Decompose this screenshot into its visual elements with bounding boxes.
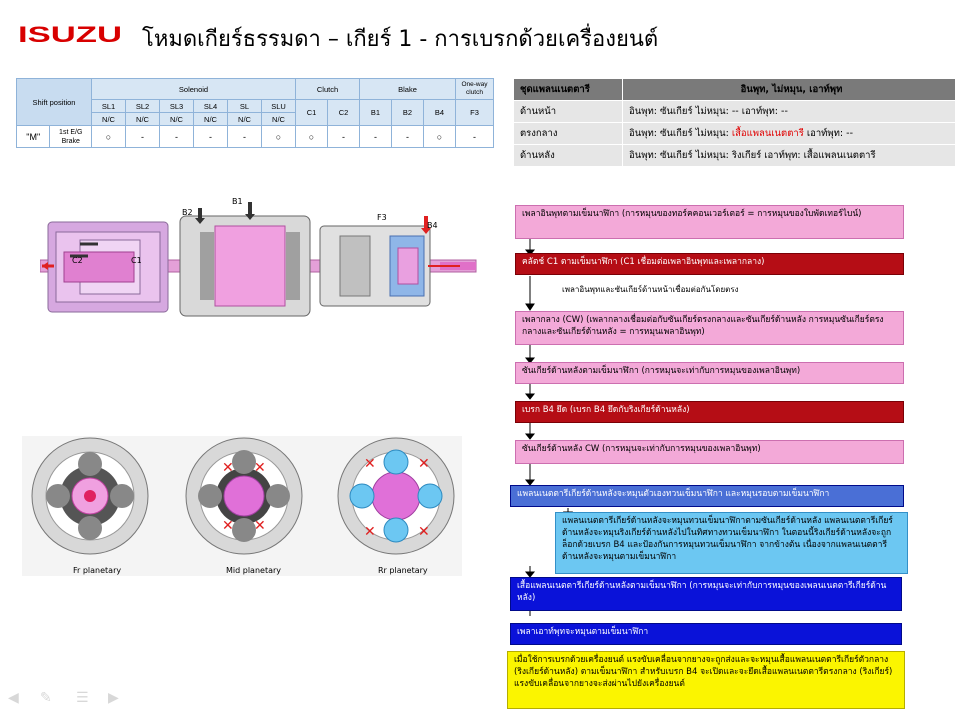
row-value-front: อินพุท: ซันเกียร์ ไม่หมุน: -- เอาท์พุท: -- [623, 101, 955, 123]
flow-step-5: เบรก B4 ยึด (เบรก B4 ยึดกับริงเกียร์ด้านหลัง) [515, 401, 904, 423]
flow-step-10: เพลาเอาท์พุทจะหมุนตามเข็มนาฬิกา [510, 623, 902, 645]
flow-step-1: เพลาอินพุทตามเข็มนาฬิกา (การหมุนของทอร์คคอนเวอร์เตอร์ = การหมุนของใบพัดเทอร์ไบน์) [515, 205, 904, 239]
svg-text:✕: ✕ [418, 524, 430, 540]
svg-text:✕: ✕ [364, 456, 376, 472]
flow-step-7: แพลนเนตตารีเกียร์ด้านหลังจะหมุนตัวเองทวนเข็มนาฬิกา และหมุนรอบตามเข็มนาฬิกา [510, 485, 904, 507]
cell-value: - [328, 126, 360, 148]
col-b1: B1 [360, 100, 392, 126]
sub-nc: N/C [262, 113, 296, 126]
row-label-rear: ด้านหลัง [514, 145, 623, 167]
flow-step-4: ซันเกียร์ด้านหลังตามเข็มนาฬิกา (การหมุนจะเท่ากับการหมุนของเพลาอินพุท) [515, 362, 904, 384]
flow-step-2: คลัตช์ C1 ตามเข็มนาฬิกา (C1 เชื่อมต่อเพลาอินพุทและเพลากลาง) [515, 253, 904, 275]
col-b4: B4 [424, 100, 456, 126]
flow-step-3: เพลากลาง (CW) (เพลากลางเชื่อมต่อกับซันเกียร์ตรงกลางและซันเกียร์ด้านหลัง การหมุนซันเกียร์ตรงกลางและซันเกียร์ด้านหลัง = การหมุนเพลาอินพุท) [515, 311, 904, 345]
label-b1: B1 [232, 197, 243, 206]
svg-text:✕: ✕ [254, 460, 266, 476]
col-slu: SLU [262, 100, 296, 113]
planetary-table-header-io: อินพุท, ไม่หมุน, เอาท์พุท [623, 79, 955, 101]
col-sl3: SL3 [160, 100, 194, 113]
label-mid-planetary: Mid planetary [226, 566, 282, 575]
sub-nc: N/C [194, 113, 228, 126]
cell-value: - [228, 126, 262, 148]
menu-icon[interactable]: ☰ [76, 690, 89, 706]
brake-group-header: Blake [360, 79, 456, 100]
svg-text:✕: ✕ [222, 460, 234, 476]
row-label-middle: ตรงกลาง [514, 123, 623, 145]
page-title: โหมดเกียร์ธรรมดา – เกียร์ 1 - การเบรกด้วยเครื่องยนต์ [142, 27, 659, 52]
cell-value: - [126, 126, 160, 148]
planetary-diagrams [22, 436, 462, 576]
cell-value: ○ [296, 126, 328, 148]
col-b2: B2 [392, 100, 424, 126]
isuzu-logo [18, 24, 122, 44]
highlight-carrier: เสื้อแพลนเนตตารี [731, 128, 804, 139]
col-f3: F3 [456, 100, 494, 126]
cell-value: ○ [424, 126, 456, 148]
front-planetary-diagram [32, 438, 148, 554]
svg-text:✕: ✕ [418, 456, 430, 472]
cell-value: - [160, 126, 194, 148]
cell-value: - [392, 126, 424, 148]
cell-value: ○ [262, 126, 296, 148]
label-b4: B4 [427, 221, 438, 230]
flow-step-8: แพลนเนตตารีเกียร์ด้านหลังจะหมุนทวนเข็มนาฬิกาตามซันเกียร์ด้านหลัง แพลนเนตตารีเกียร์ด้านหลังจะหมุนริงเกียร์ด้านหลังไปในทิศทางทวนเข็มนาฬิกา ในตอนนี้ริงเกียร์ด้านหลังจะถูกล็อกด้วยเบรก B4 และป้องกันการหมุนทวนเข็มนาฬิกา จากข้างต้น เนื่องจากแพลนเนตตารีด้านหลังจะหมุนตามเข็มนาฬิกา [555, 512, 908, 574]
sub-nc: N/C [126, 113, 160, 126]
label-c1: C1 [131, 256, 142, 265]
svg-text:✕: ✕ [364, 524, 376, 540]
cell-value: - [360, 126, 392, 148]
owc-group-header: One-way clutch [456, 79, 494, 100]
svg-text:ISUZU: ISUZU [18, 24, 122, 44]
sub-nc: N/C [92, 113, 126, 126]
transmission-diagram [40, 192, 480, 342]
row-label-front: ด้านหน้า [514, 101, 623, 123]
rear-planetary-diagram [338, 438, 454, 554]
engine-brake-note: เมื่อใช้การเบรกด้วยเครื่องยนต์ แรงขับเคลื่อนจากยางจะถูกส่งและจะหมุนเสื้อแพลนเนตตารีเกียร์ตัวกลาง (ริงเกียร์ด้านหลัง) ตามเข็มนาฬิกา สำหรับเบรก B4 จะเปิดและจะยึดเสื้อแพลนเนตตารีตรงกลาง (ริงเกียร์) แรงขับเคลื่อนจากยางจะส่งผ่านไปยังเครื่องยนต์ [507, 651, 905, 709]
svg-text:✕: ✕ [254, 518, 266, 534]
label-c2: C2 [72, 256, 83, 265]
label-b2: B2 [182, 208, 193, 217]
sub-nc: N/C [228, 113, 262, 126]
planetary-table [513, 78, 955, 167]
row-value-middle: อินพุท: ซันเกียร์ ไม่หมุน: เสื้อแพลนเนตตารี เอาท์พุท: -- [623, 123, 955, 145]
mid-planetary-diagram [186, 438, 302, 554]
col-c1: C1 [296, 100, 328, 126]
col-sl4: SL4 [194, 100, 228, 113]
col-sl: SL [228, 100, 262, 113]
row-value-rear: อินพุท: ซันเกียร์ ไม่หมุน: ริงเกียร์ เอาท์พุท: เสื้อแพลนเนตตารี [623, 145, 955, 167]
shift-position-header: Shift position [17, 79, 92, 126]
col-sl2: SL2 [126, 100, 160, 113]
row-position: "M" [17, 126, 50, 148]
col-c2: C2 [328, 100, 360, 126]
forward-icon[interactable]: ▶ [108, 690, 119, 706]
row-name: 1st E/G Brake [50, 126, 92, 148]
clutch-group-header: Clutch [296, 79, 360, 100]
solenoid-table [16, 78, 494, 148]
sub-nc: N/C [160, 113, 194, 126]
planetary-table-header-set: ชุดแพลนเนตตารี [514, 79, 623, 101]
back-icon[interactable]: ◀ [8, 690, 19, 706]
flow-step-9: เสื้อแพลนเนตตารีเกียร์ด้านหลังตามเข็มนาฬิกา (การหมุนจะเท่ากับการหมุนของเพลนเนตตารีเกียร์ด้านหลัง) [510, 577, 902, 611]
flow-note-1: เพลาอินพุทและซันเกียร์ด้านหน้าเชื่อมต่อกันโดยตรง [562, 285, 739, 294]
cell-value: - [456, 126, 494, 148]
flow-step-6: ซันเกียร์ด้านหลัง CW (การหมุนจะเท่ากับการหมุนของเพลาอินพุท) [515, 440, 904, 464]
label-f3: F3 [377, 213, 387, 222]
cell-value: ○ [92, 126, 126, 148]
col-sl1: SL1 [92, 100, 126, 113]
cell-value: - [194, 126, 228, 148]
pen-icon[interactable]: ✎ [40, 690, 52, 706]
label-rr-planetary: Rr planetary [378, 566, 428, 575]
solenoid-group-header: Solenoid [92, 79, 296, 100]
label-fr-planetary: Fr planetary [73, 566, 122, 575]
svg-text:✕: ✕ [222, 518, 234, 534]
